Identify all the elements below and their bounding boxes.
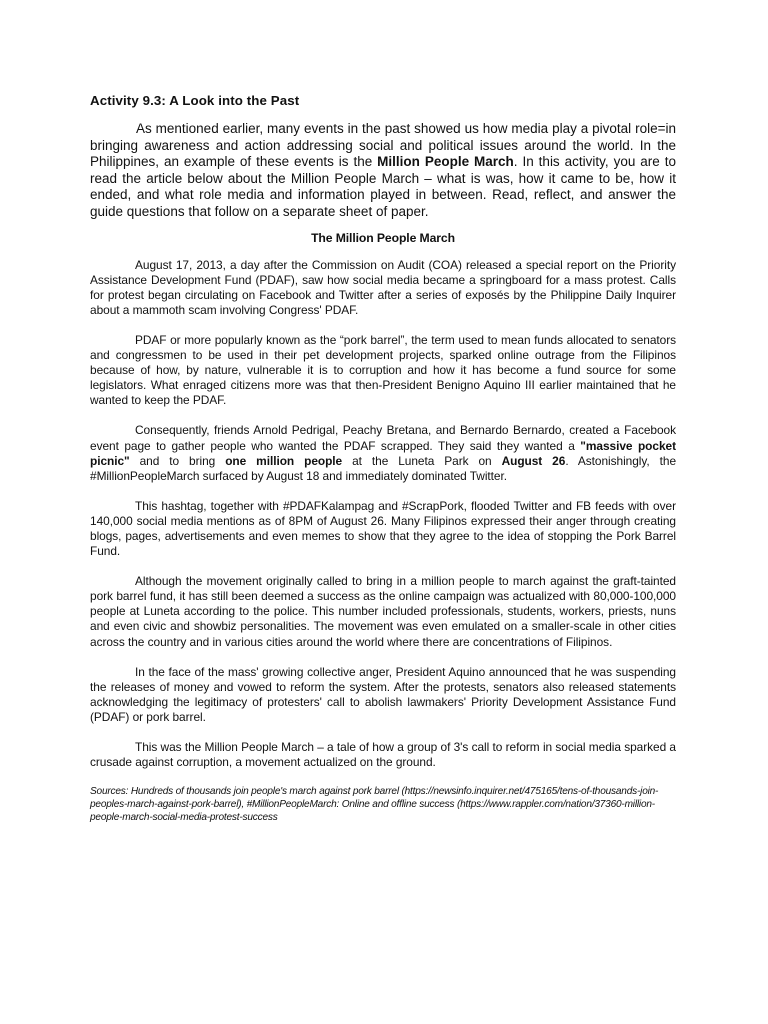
intro-bold-event: Million People March bbox=[377, 154, 514, 170]
article-paragraph-5: Although the movement originally called to bring in a million people to march against the graft-tainted pork barrel fund, it has still been deemed a success as the online campaign was actualized with 80,000-100,000 people at Luneta according to the police. This number included professionals, students, workers, priests, nuns and even civic and showbiz personalities. The movement was even emulated on a smaller-scale in other cities across the country and in various cities around the world where there are concentrations of Filipinos. bbox=[90, 574, 676, 649]
activity-heading: Activity 9.3: A Look into the Past bbox=[90, 93, 300, 108]
sources-note: Sources: Hundreds of thousands join people's march against pork barrel (https://newsinfo.inquirer.net/475165/tens-of-thousands-join-peoples-march-against-pork-barrel), #MillionPeopleMarch: Online and offline success (https://www.rappler.com/nation/37360-million-people-march-social-media-protest-success bbox=[90, 786, 659, 824]
article-title: The Million People March bbox=[311, 230, 455, 245]
article-paragraph-4: This hashtag, together with #PDAFKalampag and #ScrapPork, flooded Twitter and FB feeds with over 140,000 social media mentions as of 8PM of August 26. Many Filipinos expressed their anger through creating blogs, pages, advertisements and even memes to show that they agree to the idea of stopping the Pork Barrel Fund. bbox=[90, 498, 676, 559]
article-paragraph-1: August 17, 2013, a day after the Commission on Audit (COA) released a special report on the Priority Assistance Development Fund (PDAF), saw how social media became a springboard for a mass protest. Calls for protest began circulating on Facebook and Twitter after a series of exposés by the Philippine Daily Inquirer about a mammoth scam involving Congress' PDAF. bbox=[90, 257, 676, 317]
article-paragraph-7: This was the Million People March – a tale of how a group of 3's call to reform in social media sparked a crusade against corruption, a movement actualized on the ground. bbox=[90, 740, 676, 770]
article-paragraph-3 bbox=[90, 423, 676, 483]
p3-bold-date: August 26 bbox=[501, 453, 566, 468]
intro-paragraph bbox=[90, 121, 676, 221]
p3-text-c: and to bring bbox=[129, 453, 226, 468]
p3-bold-million: one million people bbox=[225, 453, 343, 468]
p3-text-e: at the Luneta Park on bbox=[342, 453, 502, 468]
article-paragraph-2: PDAF or more popularly known as the “pork barrel”, the term used to mean funds allocated to senators and congressmen to be used in their pet development projects, sparked online outrage from the Filipinos because of how, by nature, vulnerable it is to corruption and how it has become a fund source for some legislators. What enraged citizens more was that then-President Benigno Aquino III earlier maintained that he wanted to keep the PDAF. bbox=[90, 332, 676, 408]
intro-text-end: . In this activity, you are to read the article below about the Million People March – what is was, how it came to be, how it ended, and what role media and information played in between. Read, reflect, and answer the guide questions that follow on a separate sheet of paper. bbox=[90, 154, 676, 219]
article-paragraph-6: In the face of the mass' growing collective anger, President Aquino announced that he was suspending the releases of money and vowed to reform the system. After the protests, senators also released statements acknowledging the legitimacy of protesters' call to abolish lawmakers' Priority Development Assistance Fund (PDAF) or pork barrel. bbox=[90, 664, 676, 724]
document-page bbox=[90, 93, 676, 824]
p3-text-g: . Astonishingly, the #MillionPeopleMarch surfaced by August 18 and immediately dominated Twitter. bbox=[90, 453, 677, 483]
intro-text-start: As mentioned earlier, many events in the past showed us how media play a pivotal role=in bringing awareness and action addressing social and political issues around the world. In the Philippines, an example of these events is the bbox=[90, 121, 676, 170]
p3-text-a: Consequently, friends Arnold Pedrigal, Peachy Bretana, and Bernardo Bernardo, created a Facebook event page to gather people who wanted the PDAF scrapped. They said they wanted a bbox=[90, 423, 676, 453]
p3-bold-picnic: "massive pocket picnic" bbox=[90, 438, 676, 468]
